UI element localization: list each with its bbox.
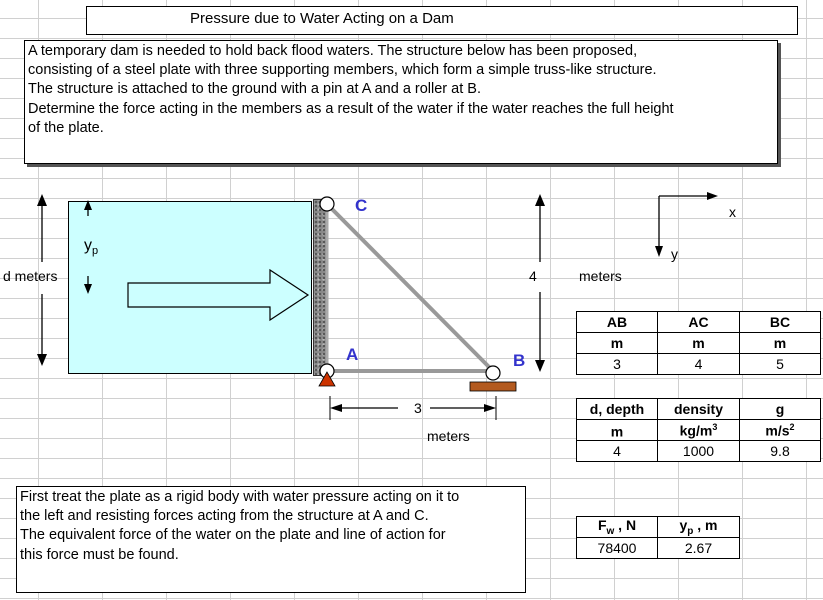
header-yp: $y_p$ , m (658, 517, 740, 538)
axis-x-label: x (729, 204, 736, 220)
value-ac: 4 (658, 354, 740, 375)
point-c-label: C (355, 196, 368, 215)
page-title: Pressure due to Water Acting on a Dam (190, 10, 454, 27)
joint-c (320, 197, 334, 211)
value-density: 1000 (658, 441, 740, 462)
problem-line: Determine the force acting in the members as a result of the water if the water reaches the full height (28, 100, 674, 117)
value-bc: 5 (740, 354, 821, 375)
height-value: 4 (529, 268, 537, 284)
header-bc: BC (740, 312, 821, 333)
header-density: density (658, 399, 740, 420)
value-fw: 78400 (577, 538, 658, 559)
unit-ab: m (577, 333, 658, 354)
problem-line: The structure is attached to the ground with a pin at A and a roller at B. (28, 81, 481, 98)
unit-g: $m/s^2$ (740, 420, 821, 441)
roller-support-b (470, 382, 516, 391)
value-depth: 4 (577, 441, 658, 462)
header-ac: AC (658, 312, 740, 333)
note-line: the left and resisting forces acting from the structure at A and C. (20, 508, 429, 525)
value-g: 9.8 (740, 441, 821, 462)
problem-line: of the plate. (28, 119, 104, 136)
note-line: this force must be found. (20, 546, 179, 563)
header-depth: d, depth (577, 399, 658, 420)
unit-ac: m (658, 333, 740, 354)
note-text (20, 488, 530, 565)
water-force-arrow (128, 270, 308, 320)
base-dimension-arrow (330, 396, 496, 420)
point-a-label: A (346, 345, 359, 364)
yp-label: $y_p$ (84, 237, 99, 258)
height-units: meters (579, 268, 622, 284)
note-line: The equivalent force of the water on the plate and line of action for (20, 527, 446, 544)
header-fw: $F_w$ , N (577, 517, 658, 538)
unit-density: $kg/m^3$ (658, 420, 740, 441)
base-units: meters (427, 428, 470, 444)
note-line: First treat the plate as a rigid body with water pressure acting on it to (20, 489, 460, 505)
problem-line: consisting of a steel plate with three supporting members, which form a simple truss-like structure. (28, 62, 657, 79)
axis-y-label: y (671, 246, 678, 262)
value-yp: 2.67 (658, 538, 740, 559)
unit-bc: m (740, 333, 821, 354)
properties-table (576, 398, 821, 462)
joint-b (486, 366, 500, 380)
results-table (576, 516, 740, 559)
depth-arrowhead-down (37, 354, 47, 366)
depth-arrowhead-up (37, 194, 47, 206)
members-table (576, 311, 821, 375)
unit-depth: m (577, 420, 658, 441)
depth-label: d meters (3, 268, 58, 284)
value-ab: 3 (577, 354, 658, 375)
problem-line: A temporary dam is needed to hold back flood waters. The structure below has been proposed, (28, 43, 638, 59)
base-value: 3 (414, 400, 422, 416)
header-ab: AB (577, 312, 658, 333)
header-g: g (740, 399, 821, 420)
point-b-label: B (513, 351, 526, 370)
coordinate-axes (655, 192, 718, 257)
